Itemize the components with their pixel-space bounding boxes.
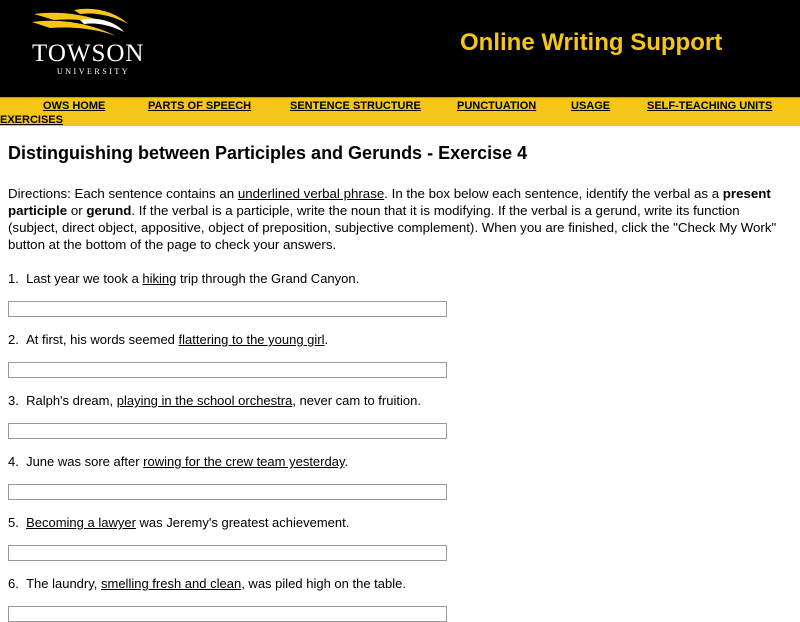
question-number: 2. — [8, 332, 19, 347]
question-number: 6. — [8, 576, 19, 591]
page-title: Distinguishing between Participles and Gerunds - Exercise 4 — [8, 143, 528, 163]
answer-input-3[interactable] — [8, 423, 447, 439]
site-header — [0, 0, 800, 97]
directions-bold-gerund: gerund — [86, 203, 132, 218]
site-title: Online Writing Support — [460, 29, 723, 56]
directions-mid1: . In the box below each sentence, identify the verbal as a — [384, 186, 723, 201]
nav-self-teaching-units[interactable]: SELF-TEACHING UNITS — [647, 100, 773, 112]
answer-input-4[interactable] — [8, 484, 447, 500]
question-4 — [8, 453, 792, 500]
question-3-text — [8, 392, 792, 409]
underlined-verbal-phrase: smelling fresh and clean — [101, 576, 242, 591]
question-text-before: Last year we took a — [26, 271, 143, 286]
nav-exercises[interactable]: EXERCISES — [0, 114, 63, 126]
directions-text — [8, 185, 790, 253]
underlined-verbal-phrase: rowing for the crew team yesterday — [143, 454, 345, 469]
question-1 — [8, 270, 792, 317]
main-nav — [0, 97, 800, 126]
logo-subtext: UNIVERSITY — [57, 67, 130, 76]
question-number: 4. — [8, 454, 19, 469]
question-number: 1. — [8, 271, 19, 286]
question-text-after: . — [344, 454, 349, 469]
question-1-text — [8, 270, 792, 287]
nav-ows-home[interactable]: OWS HOME — [43, 100, 106, 112]
directions-lead: Directions: Each sentence contains an — [8, 186, 238, 201]
directions-bold-participle: present participle — [8, 186, 771, 218]
question-text-after: , never cam to fruition. — [292, 393, 421, 408]
main-content — [0, 142, 800, 622]
answer-input-2[interactable] — [8, 362, 447, 378]
question-6 — [8, 575, 792, 622]
question-number: 5. — [8, 515, 19, 530]
question-3 — [8, 392, 792, 439]
nav-usage[interactable]: USAGE — [571, 100, 611, 112]
answer-input-5[interactable] — [8, 545, 447, 561]
underlined-verbal-phrase: flattering to the young girl — [178, 332, 325, 347]
question-text-after: , was piled high on the table. — [241, 576, 406, 591]
question-text-before: Ralph's dream, — [26, 393, 117, 408]
underlined-verbal-phrase: playing in the school orchestra — [116, 393, 293, 408]
underlined-verbal-phrase: Becoming a lawyer — [26, 515, 136, 530]
nav-punctuation[interactable]: PUNCTUATION — [457, 100, 537, 112]
directions-rest: . If the verbal is a participle, write the noun that it is modifying. If the verbal is a gerund, write its function (subject, direct object, appositive, object of preposition, subjective complement). When you are finished, click the "Check My Work" button at the bottom of the page to check your answers. — [8, 203, 777, 252]
logo-wordmark: TOWSON — [32, 40, 145, 67]
question-4-text — [8, 453, 792, 470]
question-text-before: The laundry, — [26, 576, 101, 591]
question-text-after: was Jeremy's greatest achievement. — [135, 515, 350, 530]
nav-parts-of-speech[interactable]: PARTS OF SPEECH — [148, 100, 252, 112]
question-6-text — [8, 575, 792, 592]
question-number: 3. — [8, 393, 19, 408]
question-text-before: At first, his words seemed — [26, 332, 179, 347]
question-text-before: June was sore after — [26, 454, 144, 469]
question-5 — [8, 514, 792, 561]
question-2-text — [8, 331, 792, 348]
directions-mid2: or — [67, 203, 87, 218]
answer-input-1[interactable] — [8, 301, 447, 317]
underlined-verbal-phrase: hiking — [142, 271, 177, 286]
question-text-after: . — [324, 332, 329, 347]
question-5-text — [8, 514, 792, 531]
answer-input-6[interactable] — [8, 606, 447, 622]
nav-sentence-structure[interactable]: SENTENCE STRUCTURE — [290, 100, 421, 112]
directions-underlined-example: underlined verbal phrase — [237, 186, 385, 201]
question-text-after: trip through the Grand Canyon. — [176, 271, 360, 286]
question-2 — [8, 331, 792, 378]
